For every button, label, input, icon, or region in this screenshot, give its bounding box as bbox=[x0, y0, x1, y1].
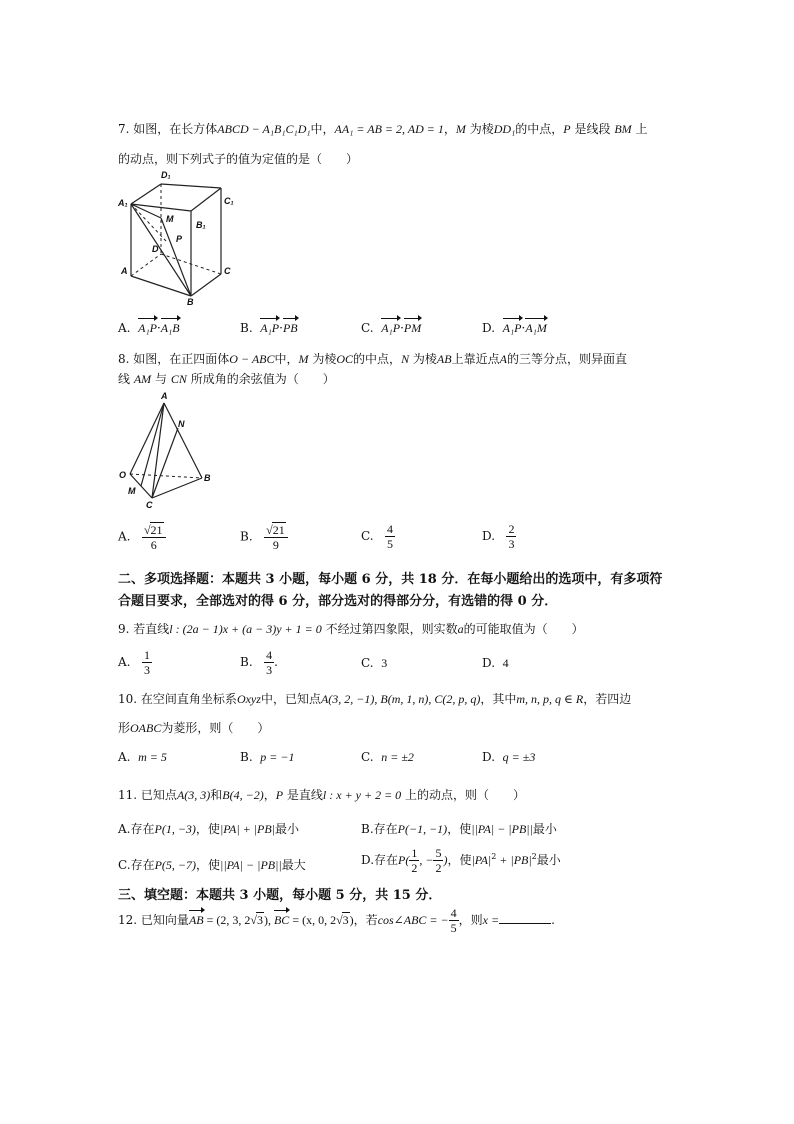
q8-option-d[interactable]: D. $\frac{2}{3}$ bbox=[482, 522, 515, 551]
q7-text-line2: 的动点，则下列式子的值为定值的是（ ） bbox=[118, 152, 359, 166]
q8-option-a[interactable]: A. $\frac{√21}{6}$ bbox=[118, 522, 166, 552]
q10-option-d[interactable]: D. q = ±3 bbox=[482, 750, 536, 764]
q8-text-line2: 线 AM 与 CN 所成角的余弦值为（ ） bbox=[118, 372, 335, 386]
section-3-heading: 三、填空题：本题共 3 小题，每小题 5 分，共 15 分． bbox=[118, 888, 442, 903]
q7-option-a[interactable]: A. A₁P·A₁B bbox=[118, 318, 180, 336]
q10-option-b[interactable]: B. p = −1 bbox=[240, 750, 295, 764]
section-2-heading-line1: 二、多项选择题：本题共 3 小题，每小题 6 分，共 18 分．在每小题给出的选项中，有多项符 bbox=[118, 572, 663, 587]
q10-option-c[interactable]: C. n = ±2 bbox=[361, 750, 414, 764]
q9-text: 9. 若直线l : (2a − 1)x + (a − 3)y + 1 = 0 不经过第四象限，则实数a的可能取值为（ ） bbox=[118, 622, 584, 636]
q11-option-a[interactable]: A.存在P(1, −3)，使|PA| + |PB|最小 bbox=[118, 822, 300, 836]
q10-text-line2: 形OABC为菱形，则（ ） bbox=[118, 721, 270, 735]
q7-option-c[interactable]: C. A₁P·PM bbox=[361, 318, 421, 336]
q8-option-b[interactable]: B. $\frac{√21}{9}$ bbox=[240, 522, 288, 552]
q7-label-A1: A₁ bbox=[118, 198, 128, 208]
q8-label-C: C bbox=[146, 500, 153, 508]
q11-option-c[interactable]: C.存在P(5, −7)，使||PA| − |PB||最大 bbox=[118, 858, 306, 872]
q7-label-B: B bbox=[187, 297, 194, 306]
q11-text: 11. 已知点A(3, 3)和B(4, −2)，P 是直线l : x + y + 2 = 0 上的动点，则（ ） bbox=[118, 788, 526, 802]
q7-text-line1: 7. 如图，在长方体ABCD − A₁B₁C₁D₁中，AA₁ = AB = 2, AD = 1，M 为棱DD₁的中点，P 是线段 BM 上 bbox=[118, 122, 648, 136]
q8-tetrahedron-figure bbox=[116, 388, 216, 508]
q8-text-line1: 8. 如图，在正四面体O − ABC中，M 为棱OC的中点，N 为棱AB上靠近点A的三等分点，则异面直 bbox=[118, 352, 627, 366]
q8-label-N: N bbox=[178, 419, 185, 429]
q12-text: 12. 已知向量AB = (2, 3, 2√3), BC = (x, 0, 2√3)，若cos∠ABC = − $\frac{4}{5}$ ，则x = . bbox=[118, 906, 555, 935]
q7-label-D1: D₁ bbox=[161, 170, 171, 180]
q9-option-b[interactable]: B. $\frac{4}{3}$ . bbox=[240, 648, 278, 677]
q11-option-d[interactable]: D.存在P( $\frac{1}{2}$ , − $\frac{5}{2}$ )，使$|PA|^2 + |PB|^2$最小 bbox=[361, 846, 561, 875]
q7-option-b[interactable]: B. A₁P·PB bbox=[240, 318, 298, 336]
q7-label-A: A bbox=[121, 266, 128, 276]
q9-option-a[interactable]: A. $\frac{1}{3}$ bbox=[118, 648, 150, 677]
q7-label-D: D bbox=[152, 244, 159, 254]
q8-label-O: O bbox=[119, 470, 127, 480]
q10-option-a[interactable]: A. m = 5 bbox=[118, 750, 167, 764]
q8-option-c[interactable]: C. $\frac{4}{5}$ bbox=[361, 522, 394, 551]
q8-label-A: A bbox=[161, 391, 168, 401]
q11-option-b[interactable]: B.存在P(−1, −1)，使||PA| − |PB||最小 bbox=[361, 822, 557, 836]
q7-label-P: P bbox=[176, 234, 183, 244]
q9-option-d[interactable]: D. 4 bbox=[482, 656, 509, 670]
q9-option-c[interactable]: C. 3 bbox=[361, 656, 388, 670]
q7-label-M: M bbox=[166, 214, 174, 224]
q7-option-d[interactable]: D. A₁P·A₁M bbox=[482, 318, 547, 336]
q7-label-C: C bbox=[224, 266, 231, 276]
q12-answer-blank[interactable] bbox=[499, 913, 551, 924]
q7-label-C1: C₁ bbox=[224, 196, 234, 206]
q8-label-B: B bbox=[204, 473, 211, 483]
q7-label-B1: B₁ bbox=[196, 220, 206, 230]
q10-text-line1: 10. 在空间直角坐标系Oxyz中，已知点A(3, 2, −1), B(m, 1, n), C(2, p, q)，其中m, n, p, q ∈ R，若四边 bbox=[118, 692, 632, 706]
section-2-heading-line2: 合题目要求，全部选对的得 6 分，部分选对的得部分分，有选错的得 0 分． bbox=[118, 594, 558, 609]
q7-cuboid-figure bbox=[116, 166, 246, 306]
q8-label-M: M bbox=[128, 486, 136, 496]
